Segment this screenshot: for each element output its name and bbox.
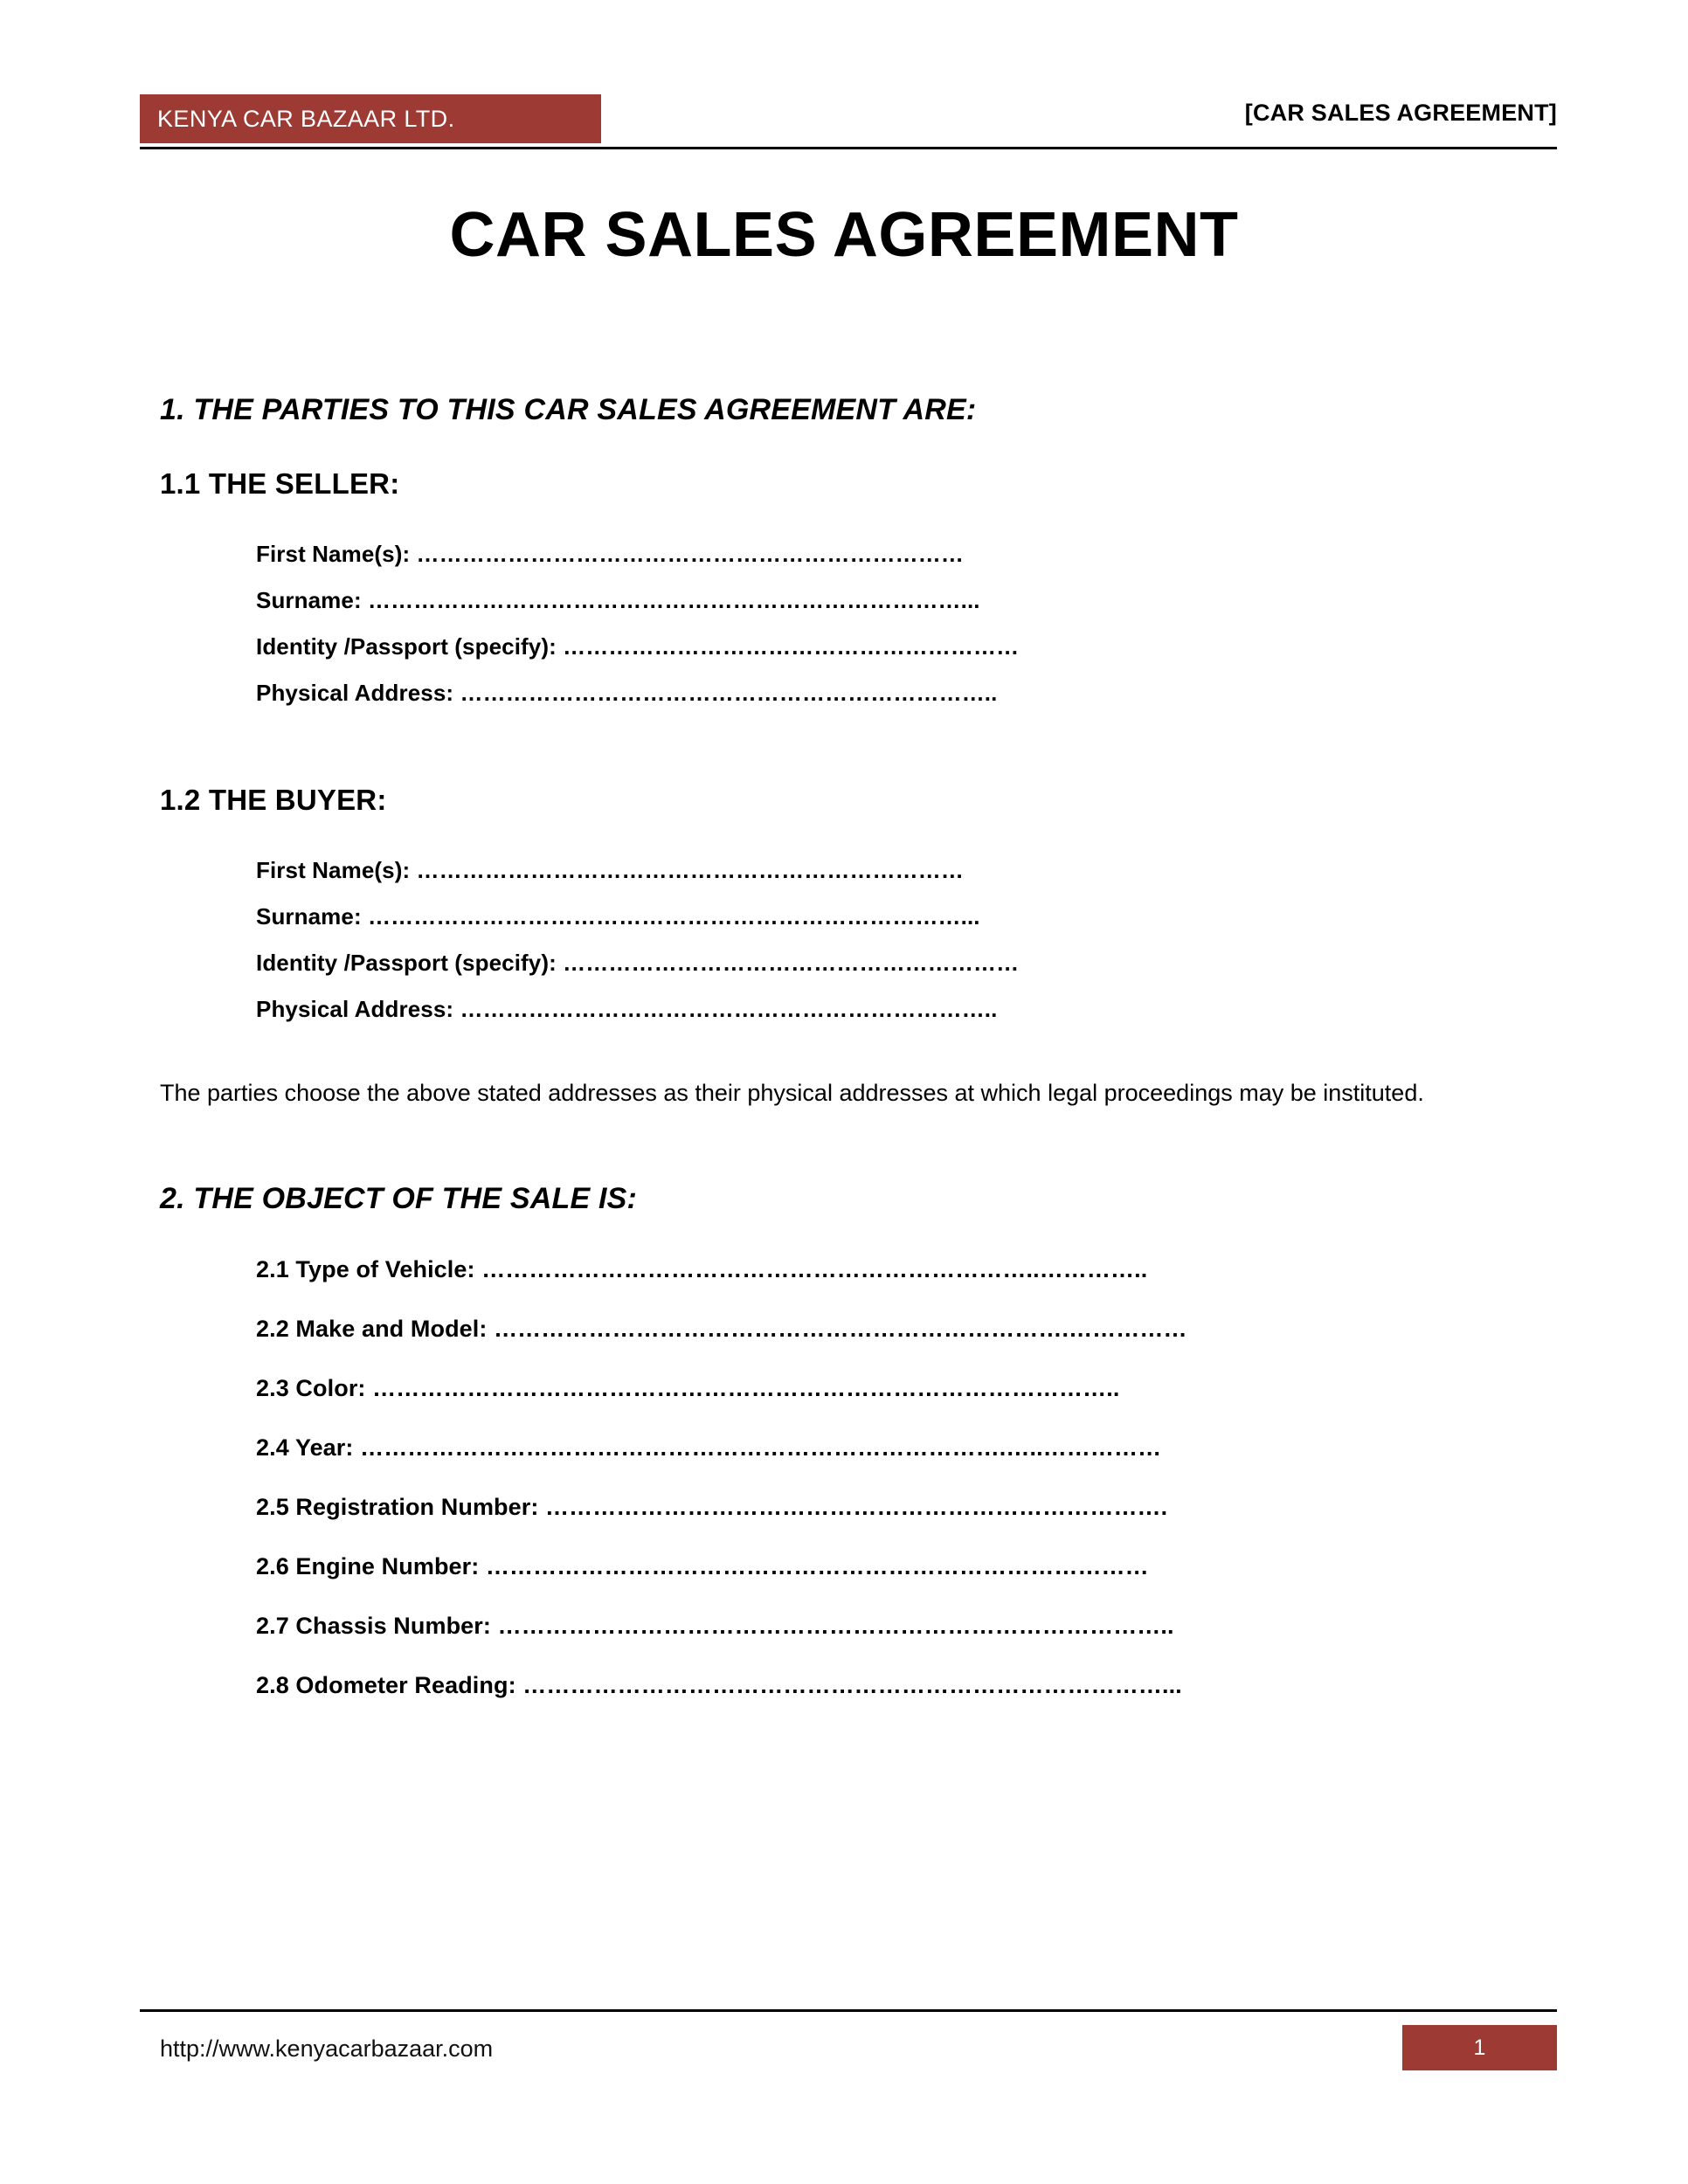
buyer-fields	[256, 857, 1558, 1023]
buyer-first-name-field[interactable]: First Name(s): ………………………………………………………………	[256, 857, 964, 883]
object-item-engine-number[interactable]: 2.6 Engine Number: …………………………………………………………………………	[256, 1552, 1149, 1579]
page-title: CAR SALES AGREEMENT	[449, 200, 1239, 270]
object-item-registration-number[interactable]: 2.5 Registration Number: …………………………………………………………………….	[256, 1493, 1168, 1520]
seller-identity-field[interactable]: Identity /Passport (specify): ……………………………………………………	[256, 633, 1020, 660]
object-item-type-of-vehicle[interactable]: 2.1 Type of Vehicle: ……………………………………………………………..…………..	[256, 1255, 1148, 1282]
company-name-banner: KENYA CAR BAZAAR LTD.	[140, 94, 601, 143]
footer-website-link[interactable]: http://www.kenyacarbazaar.com	[160, 2035, 494, 2062]
subheading-buyer: 1.2 THE BUYER:	[160, 784, 387, 816]
buyer-surname-field[interactable]: Surname: ……………………………………………………………………...	[256, 903, 980, 930]
footer-divider	[140, 2009, 1557, 2012]
subheading-seller: 1.1 THE SELLER:	[160, 467, 400, 500]
document-body	[160, 393, 1558, 1699]
seller-first-name-field[interactable]: First Name(s): ………………………………………………………………	[256, 541, 964, 567]
page-header	[140, 94, 1557, 150]
section-heading-parties: 1. THE PARTIES TO THIS CAR SALES AGREEMENT ARE:	[160, 393, 977, 426]
object-item-color[interactable]: 2.3 Color: …………………………………………………………………………………..	[256, 1374, 1120, 1401]
object-item-odometer-reading[interactable]: 2.8 Odometer Reading: ………………………………………………………………………...	[256, 1671, 1182, 1698]
object-item-chassis-number[interactable]: 2.7 Chassis Number: …………………………………………………………………………..	[256, 1612, 1174, 1639]
seller-surname-field[interactable]: Surname: ……………………………………………………………………...	[256, 587, 980, 613]
object-item-year[interactable]: 2.4 Year: ……………………………………………………………………….…..……………	[256, 1434, 1162, 1461]
section-heading-object: 2. THE OBJECT OF THE SALE IS:	[160, 1181, 638, 1215]
seller-address-field[interactable]: Physical Address: ……………………………………………………………..	[256, 680, 998, 706]
header-divider	[140, 147, 1557, 149]
object-items-list	[256, 1256, 1558, 1699]
document-tag: [CAR SALES AGREEMENT]	[1244, 100, 1557, 126]
page-number-badge: 1	[1402, 2025, 1557, 2070]
object-item-make-and-model[interactable]: 2.2 Make and Model: ……………………………………………………………….……………	[256, 1315, 1187, 1342]
seller-fields	[256, 541, 1558, 707]
buyer-identity-field[interactable]: Identity /Passport (specify): ……………………………………………………	[256, 950, 1020, 976]
addresses-note-paragraph: The parties choose the above stated addresses as their physical addresses at which legal proceedings may be instituted.	[160, 1080, 1424, 1106]
buyer-address-field[interactable]: Physical Address: ……………………………………………………………..	[256, 996, 998, 1022]
